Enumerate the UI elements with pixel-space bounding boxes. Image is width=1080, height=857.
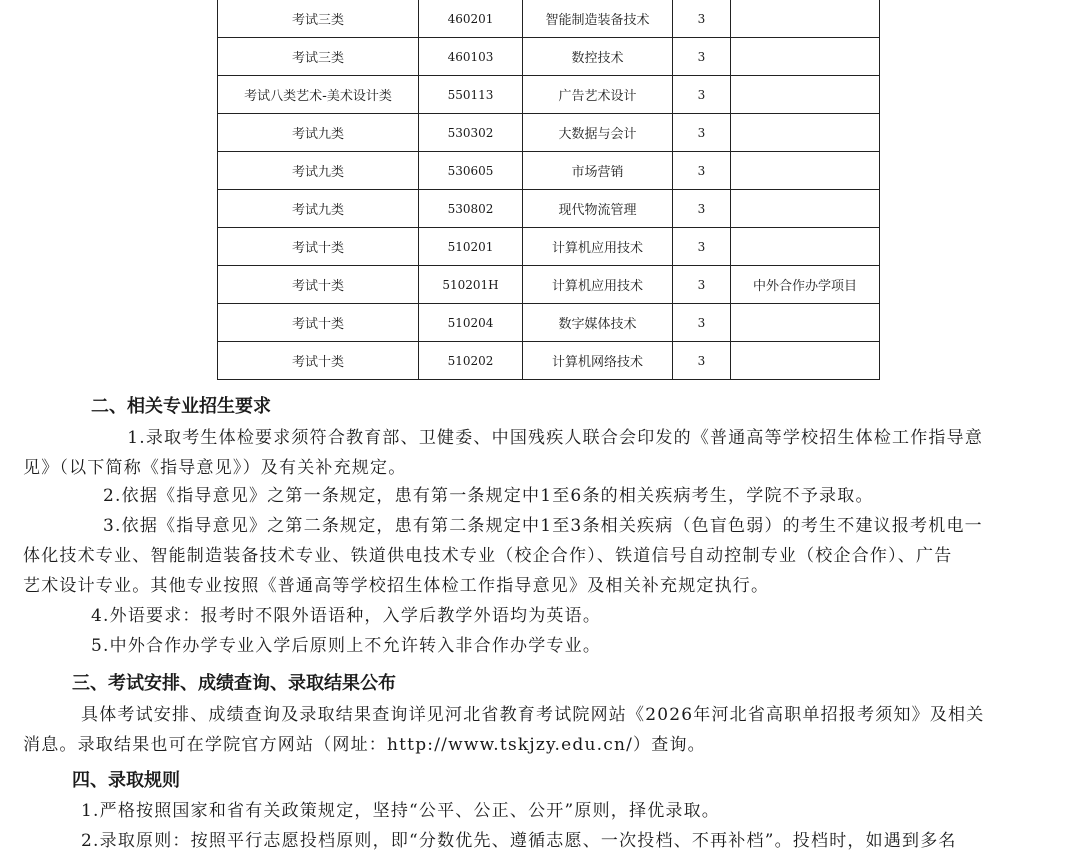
table-row — [218, 0, 880, 38]
section-2-item-3-line-2: 体化技术专业、智能制造装备技术专业、铁道供电技术专业（校企合作）、铁道信号自动控制专业（校企合作）、广告 — [23, 546, 953, 566]
years-cell: 3 — [673, 152, 731, 190]
category-cell: 考试十类 — [218, 304, 419, 342]
major-table — [217, 0, 880, 380]
years-cell: 3 — [673, 38, 731, 76]
section-2-item-1 — [23, 423, 1063, 483]
code-cell: 460201 — [419, 0, 523, 38]
category-cell: 考试九类 — [218, 114, 419, 152]
major-name-cell: 大数据与会计 — [523, 114, 673, 152]
section-2-item-2 — [23, 481, 1063, 511]
years-cell: 3 — [673, 190, 731, 228]
major-name-cell: 计算机应用技术 — [523, 266, 673, 304]
code-cell: 530605 — [419, 152, 523, 190]
category-cell: 考试八类艺术-美术设计类 — [218, 76, 419, 114]
category-cell: 考试十类 — [218, 342, 419, 380]
section-3-body — [23, 700, 1063, 760]
note-cell — [731, 76, 880, 114]
years-cell: 3 — [673, 304, 731, 342]
section-2-heading: 二、相关专业招生要求 — [91, 396, 271, 417]
category-cell: 考试九类 — [218, 190, 419, 228]
note-cell: 中外合作办学项目 — [731, 266, 880, 304]
section-3-line-2: 消息。录取结果也可在学院官方网站（网址：http://www.tskjzy.edu.cn/）查询。 — [23, 735, 706, 755]
category-cell: 考试九类 — [218, 152, 419, 190]
section-2-item-1-line-1: 1.录取考生体检要求须符合教育部、卫健委、中国残疾人联合会印发的《普通高等学校招生体检工作指导意 — [109, 428, 984, 448]
years-cell: 3 — [673, 342, 731, 380]
years-cell: 3 — [673, 114, 731, 152]
code-cell: 530302 — [419, 114, 523, 152]
note-cell — [731, 304, 880, 342]
table-row — [218, 228, 880, 266]
section-4-item-1: 1.严格按照国家和省有关政策规定，坚持“公平、公正、公开”原则，择优录取。 — [81, 801, 720, 821]
table-row — [218, 152, 880, 190]
years-cell: 3 — [673, 266, 731, 304]
note-cell — [731, 114, 880, 152]
note-cell — [731, 0, 880, 38]
major-name-cell: 计算机网络技术 — [523, 342, 673, 380]
section-3-heading: 三、考试安排、成绩查询、录取结果公布 — [72, 673, 396, 694]
code-cell: 460103 — [419, 38, 523, 76]
major-name-cell: 市场营销 — [523, 152, 673, 190]
years-cell: 3 — [673, 228, 731, 266]
section-2-item-4 — [23, 601, 1063, 631]
code-cell: 530802 — [419, 190, 523, 228]
section-2-item-5 — [23, 631, 1063, 661]
note-cell — [731, 38, 880, 76]
major-name-cell: 数控技术 — [523, 38, 673, 76]
note-cell — [731, 190, 880, 228]
table-row — [218, 304, 880, 342]
table-row — [218, 114, 880, 152]
category-cell: 考试十类 — [218, 228, 419, 266]
years-cell: 3 — [673, 76, 731, 114]
section-2-item-3 — [23, 511, 1063, 601]
category-cell: 考试十类 — [218, 266, 419, 304]
section-2-item-2-line-1: 2.依据《指导意见》之第一条规定，患有第一条规定中1至6条的相关疾病考生，学院不予录取。 — [103, 486, 874, 506]
table-row — [218, 190, 880, 228]
section-3-line-1: 具体考试安排、成绩查询及录取结果查询详见河北省教育考试院网站《2026年河北省高职单招报考须知》及相关 — [81, 705, 985, 725]
section-2-item-3-line-1: 3.依据《指导意见》之第二条规定，患有第二条规定中1至3条相关疾病（色盲色弱）的考生不建议报考机电一 — [103, 516, 983, 536]
code-cell: 550113 — [419, 76, 523, 114]
section-2-item-4-line-1: 4.外语要求：报考时不限外语语种，入学后教学外语均为英语。 — [91, 606, 602, 626]
note-cell — [731, 228, 880, 266]
major-name-cell: 计算机应用技术 — [523, 228, 673, 266]
category-cell: 考试三类 — [218, 0, 419, 38]
major-name-cell: 智能制造装备技术 — [523, 0, 673, 38]
section-2-item-1-line-2: 见》（以下简称《指导意见》）及有关补充规定。 — [23, 458, 407, 478]
note-cell — [731, 152, 880, 190]
table-row — [218, 342, 880, 380]
code-cell: 510201H — [419, 266, 523, 304]
section-4-heading: 四、录取规则 — [72, 770, 180, 791]
section-2-item-5-line-1: 5.中外合作办学专业入学后原则上不允许转入非合作办学专业。 — [91, 636, 602, 656]
years-cell: 3 — [673, 0, 731, 38]
category-cell: 考试三类 — [218, 38, 419, 76]
section-4-item-2: 2.录取原则：按照平行志愿投档原则，即“分数优先、遵循志愿、一次投档、不再补档”。投档时，如遇到多名 — [81, 831, 957, 851]
major-name-cell: 现代物流管理 — [523, 190, 673, 228]
table-row — [218, 76, 880, 114]
major-name-cell: 数字媒体技术 — [523, 304, 673, 342]
code-cell: 510202 — [419, 342, 523, 380]
table-row — [218, 266, 880, 304]
note-cell — [731, 342, 880, 380]
table-row — [218, 38, 880, 76]
major-name-cell: 广告艺术设计 — [523, 76, 673, 114]
section-2-item-3-line-3: 艺术设计专业。其他专业按照《普通高等学校招生体检工作指导意见》及相关补充规定执行。 — [23, 576, 770, 596]
code-cell: 510201 — [419, 228, 523, 266]
section-4-body — [23, 796, 1063, 856]
code-cell: 510204 — [419, 304, 523, 342]
